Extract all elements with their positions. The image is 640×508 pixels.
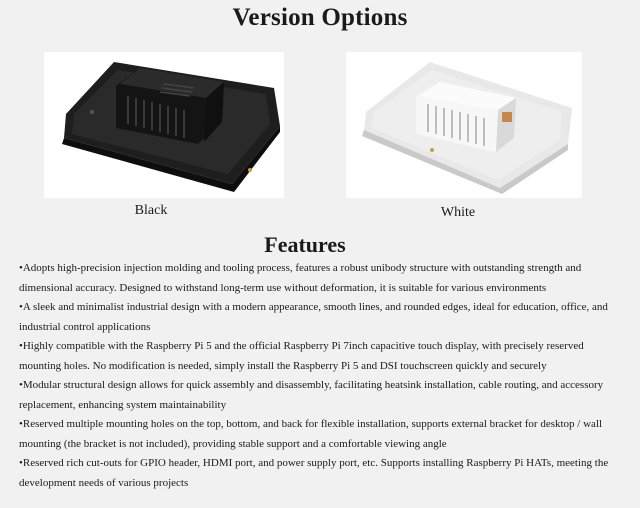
black-case-image [44, 52, 284, 198]
feature-item: •Reserved multiple mounting holes on the top, bottom, and back for flexible installation, supports external bracket for desktop / wall mounting (the bracket is not included), providing stable support and a comfortable viewing angle [19, 418, 603, 450]
black-version-label: Black [134, 203, 168, 218]
features-heading: Features [264, 232, 346, 257]
white-version-label: White [440, 205, 476, 220]
feature-item: •Modular structural design allows for quick assembly and disassembly, facilitating heatsink installation, cable routing, and accessory replacement, enhancing system maintainability [19, 379, 604, 411]
feature-item: •Adopts high-precision injection molding and tooling process, features a robust unibody structure with outstanding strength and dimensional accuracy. Designed to withstand long-term use without deformation, it is suitable for various environments [19, 262, 582, 294]
features-list [19, 259, 619, 493]
feature-item: •Highly compatible with the Raspberry Pi 5 and the official Raspberry Pi 7inch capacitive touch display, with precisely reserved mounting holes. No modification is needed, simply install the Raspberry Pi 5 and DSI touchscreen quickly and securely [19, 340, 584, 372]
feature-item: •Reserved rich cut-outs for GPIO header, HDMI port, and power supply port, etc. Supports installing Raspberry Pi HATs, meeting the development needs of various projects [19, 457, 609, 489]
white-case-image [346, 52, 582, 198]
page-title: Version Options [232, 4, 408, 31]
feature-item: •A sleek and minimalist industrial design with a modern appearance, smooth lines, and rounded edges, ideal for education, office, and industrial control applications [19, 301, 608, 333]
